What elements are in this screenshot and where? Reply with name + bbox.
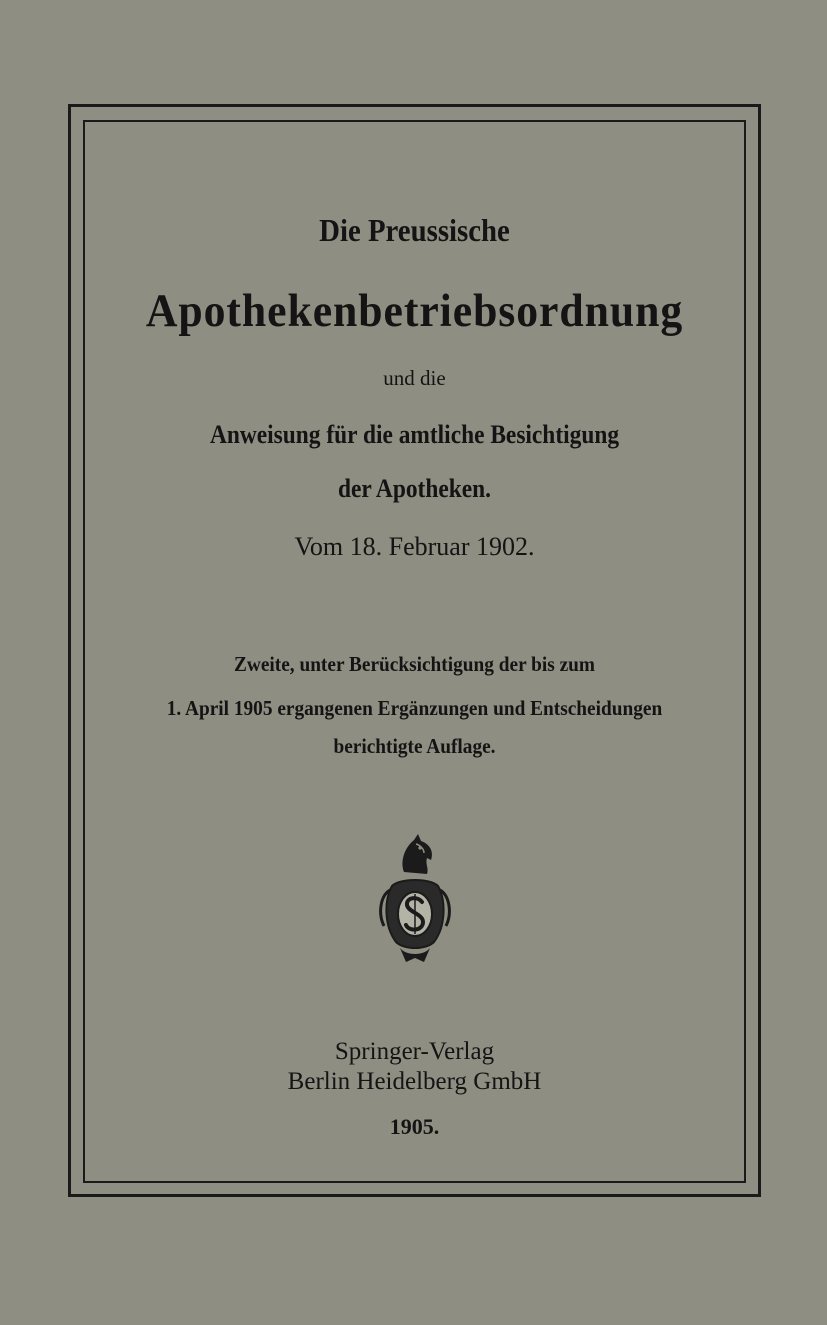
- edition-line-1: Zweite, unter Berücksichtigung der bis zum: [233, 652, 596, 676]
- springer-horse-emblem-icon: [374, 830, 456, 968]
- title-line-1: Die Preussische: [319, 212, 510, 248]
- publisher-location: Berlin Heidelberg GmbH: [287, 1068, 542, 1095]
- edition-line-3: berichtigte Auflage.: [333, 734, 496, 758]
- main-title: Apothekenbetriebsordnung: [145, 285, 684, 337]
- publisher-name: Springer-Verlag: [334, 1038, 495, 1065]
- title-connector: und die: [383, 366, 446, 390]
- subtitle-line-1: Anweisung für die amtliche Besichtigung: [209, 420, 620, 449]
- edition-line-2: 1. April 1905 ergangenen Ergänzungen und Entscheidungen: [166, 696, 663, 720]
- publication-year: 1905.: [389, 1114, 440, 1139]
- subtitle-line-2: der Apotheken.: [338, 474, 491, 503]
- date-line: Vom 18. Februar 1902.: [294, 532, 535, 561]
